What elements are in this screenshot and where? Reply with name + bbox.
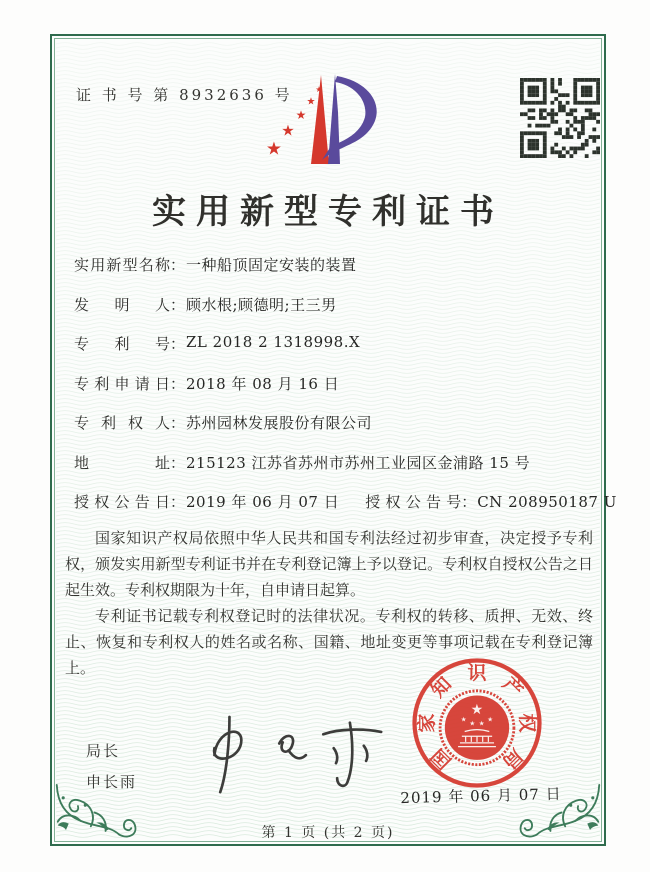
svg-text:★: ★ (315, 84, 323, 94)
field-value: 215123 江苏省苏州市苏州工业园区金浦路 15 号 (186, 453, 531, 472)
field-value: 顾水根;顾德明;王三男 (186, 295, 337, 314)
page-footer: 第 1 页 (共 2 页) (261, 825, 395, 841)
svg-text:★: ★ (281, 121, 295, 140)
certificate-number: 证 书 号 第 8932636 号 (76, 86, 293, 104)
qr-code (520, 78, 600, 158)
seal-date: 2019 年 06 月 07 日 (400, 784, 562, 808)
signer-title: 局长 (86, 742, 121, 760)
field-colon: ： (170, 493, 186, 511)
field-colon: ： (170, 414, 186, 432)
field-value: 苏州园林发展股份有限公司 (186, 414, 373, 432)
legal-paragraph-2: 专利证书记载专利权登记时的法律状况。专利权的转移、质押、无效、终止、恢复和专利权人的姓名或名称、国籍、地址变更等事项记载在专利登记簿上。 (65, 607, 593, 677)
field-label: 授权公告日 (74, 493, 170, 511)
certificate-frame (50, 34, 617, 846)
field-label: 授权公告号 (365, 493, 462, 511)
field-label: 实用新型名称 (74, 256, 170, 274)
field-colon: ： (461, 493, 477, 511)
field-row-name (74, 254, 586, 279)
signer-name: 申长雨 (86, 773, 138, 791)
legal-paragraph-1: 国家知识产权局依照中华人民共和国专利法经过初步审查，决定授予专利权，颁发实用新型专利证书并在专利登记簿上予以登记。专利权自授权公告之日起生效。专利权期限为十年，自申请日起算。 (65, 529, 593, 599)
svg-text:国: 国 (427, 744, 456, 773)
field-value: ZL 2018 2 1318998.X (186, 333, 361, 351)
field-row-grant (74, 491, 617, 516)
field-row-filing-date (74, 373, 586, 398)
svg-text:知: 知 (427, 673, 456, 702)
svg-text:★: ★ (478, 719, 485, 728)
svg-text:家: 家 (415, 713, 438, 733)
field-value: 2018 年 08 月 16 日 (186, 374, 340, 393)
field-row-patent-no (74, 333, 586, 358)
field-value: 一种船顶固定安装的装置 (186, 256, 357, 274)
certificate-content (52, 36, 617, 844)
svg-text:权: 权 (516, 713, 539, 733)
field-label: 专利权人 (74, 414, 170, 432)
field-value: CN 208950187 U (477, 493, 617, 511)
certificate-title: 实用新型专利证书 (152, 192, 504, 232)
field-colon: ： (170, 335, 186, 353)
field-label: 专利申请日 (74, 374, 170, 393)
fields-block (74, 254, 617, 531)
signature-icon (182, 708, 402, 808)
svg-text:识: 识 (467, 661, 487, 684)
field-label: 发明人 (74, 295, 170, 314)
svg-text:局: 局 (498, 744, 527, 773)
field-value: 2019 年 06 月 07 日 (186, 493, 340, 511)
field-label: 地址 (74, 453, 170, 472)
svg-text:★: ★ (487, 715, 494, 724)
svg-text:★: ★ (460, 715, 467, 724)
field-colon: ： (170, 256, 186, 274)
field-colon: ： (170, 453, 186, 472)
svg-text:★: ★ (265, 138, 283, 160)
svg-text:★: ★ (306, 96, 316, 108)
field-row-patentee (74, 412, 586, 437)
cnipa-logo-icon (262, 72, 394, 180)
field-colon: ： (170, 295, 186, 314)
field-row-address (74, 452, 586, 477)
svg-text:★: ★ (470, 701, 484, 718)
field-label: 专利号 (74, 335, 170, 353)
signer-block (86, 736, 137, 798)
svg-text:★: ★ (469, 719, 476, 728)
field-row-inventor (74, 294, 586, 319)
official-seal-icon (406, 652, 548, 794)
field-colon: ： (170, 374, 186, 393)
svg-text:产: 产 (498, 673, 527, 702)
svg-text:★: ★ (295, 108, 307, 123)
